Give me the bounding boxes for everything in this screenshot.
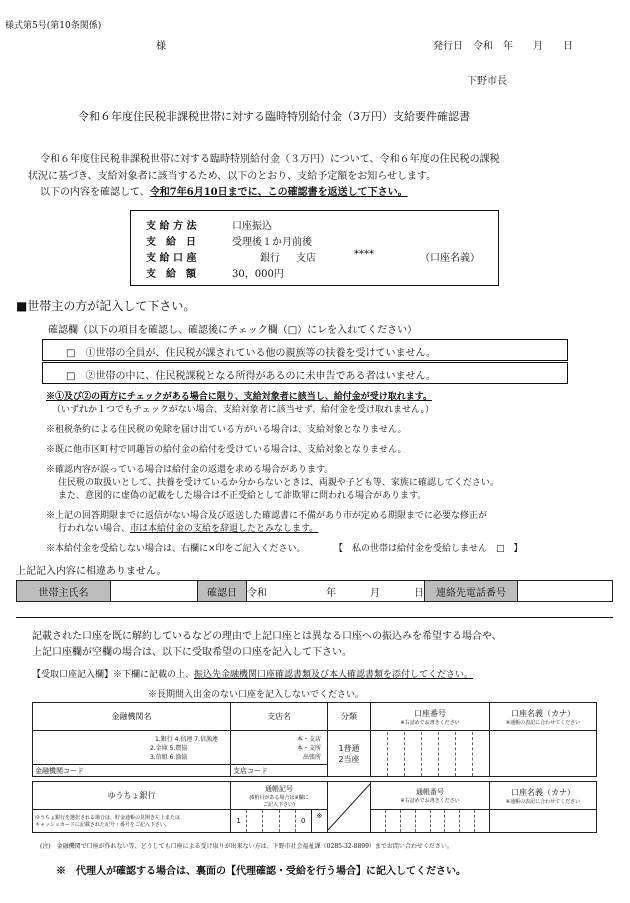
note-5a: ※上記の回答期限までに返信がない場合及び返送した確認書に不備があり市が定める期限までに必要な修正が (46, 511, 488, 521)
payment-method-value: 口座振込 (232, 221, 272, 232)
branch-input[interactable]: 本・支店 本・支所 出張所 (231, 731, 328, 765)
yucho-holder-input[interactable] (490, 810, 597, 833)
declaration: 上記記入内容に相違ありません。 (16, 566, 167, 577)
yucho-number-input[interactable] (371, 810, 490, 833)
alt-heading: 【受取口座記入欄】※下欄に記載の上、振込先金融機関口座確認書類及び本人確認書類を添付してください。 (32, 670, 474, 680)
alt-para-1: 記載された口座を既に解約しているなどの理由で上記口座とは異なる口座への振込みを希望する場合や、 (32, 631, 502, 642)
account-number-input[interactable] (371, 731, 490, 777)
payment-bank: 銀行 (260, 253, 280, 264)
yucho-table (32, 781, 597, 833)
name-input[interactable] (111, 581, 198, 602)
check-instruction: 確認欄（以下の項目を確認し、確認後にチェック欄（□）にレを入れてください） (48, 325, 418, 336)
intro-line-3: 以下の内容を確認して、令和7年6月10日までに、この確認書を返送して下さい。 (40, 187, 408, 198)
note-6: ※本給付金を受給しない場合は、右欄に×印をご記入ください。 (46, 544, 306, 554)
account-type[interactable]: 1普通 2当座 (328, 731, 371, 777)
payment-holder: （口座名義） (420, 253, 480, 264)
symbol-mark[interactable]: ※ (311, 810, 327, 832)
phone-input[interactable] (518, 581, 613, 602)
issue-date: 発行日 令和 年 月 日 (433, 41, 573, 52)
addressee-suffix: 様 (156, 41, 166, 52)
payment-date-value: 受理後１か月前後 (232, 237, 312, 248)
note-4c: また、意図的に虚偽の記載をした場合は不正受給として詐欺罪に問われる場合があります。 (58, 491, 427, 501)
day-field[interactable]: 日 (380, 581, 425, 602)
payment-account-number: **** (354, 249, 374, 260)
proxy-note: ※ 代理人が確認する場合は、裏面の【代理確認・受給を行う場合】に記入してください。 (56, 866, 466, 877)
payment-branch: 支店 (296, 253, 316, 264)
note-4b: 住民税の取扱いとして、扶養を受けているか分からないときは、両親や子ども等、家族に確認してください。 (58, 478, 499, 488)
document-title: 令和６年度住民税非課税世帯に対する臨時特別給付金（3万円）支給要件確認書 (78, 110, 470, 123)
yucho-number-header: 通帳番号 ※右詰めでお書きください (371, 782, 490, 810)
symbol-first-digit: 1 (236, 817, 241, 825)
section-heading: ■世帯主の方が記入して下さい。 (16, 299, 196, 313)
intro-line-1: 令和６年度住民税非課税世帯に対する臨時特別給付金（３万円）について、令和６年度の住民税の課税 (40, 154, 500, 165)
note-4a: ※確認内容が誤っている場合は給付金の返還を求める場合があります。 (46, 465, 334, 475)
symbol-zero: 0 (295, 810, 311, 832)
bank-name-header: 金融機関名 (33, 703, 231, 731)
footer-note: (注) 金融機関で口座が作れない等、どうしても口座による受け取りが出来ない方は、下野市社会福祉課（0285-32-8899）までお問い合わせください。 (40, 843, 453, 850)
divider (16, 617, 613, 618)
payment-account-label: 支 給 口 座 (146, 253, 197, 264)
yucho-description: ゆうちょ銀行を選択される場合は、貯金通帳の見開き左上または キャッシュカードに記載された記号・番号をご記入下さい。 (33, 810, 231, 833)
note-5b: 行われない場合、市は本給付金の支給を辞退したとみなします。 (58, 524, 319, 534)
phone-label: 連絡先電話番号 (425, 581, 518, 602)
year-field[interactable]: 年 (292, 581, 336, 602)
intro-line-2: 状況に基づき、支給対象者に該当するため、以下のとおり、支給予定額をお知らせします。 (28, 171, 437, 182)
branch-header: 支店名 (231, 703, 328, 731)
diagonal-cell (328, 782, 371, 833)
bank-table (32, 702, 597, 777)
holder-header: 口座名義（カナ） ※通帳の表記に合わせてください (490, 703, 597, 731)
decline-checkbox[interactable]: 【 私の世帯は給付金を受給しません □ 】 (334, 544, 523, 554)
holder-input[interactable] (490, 731, 597, 777)
date-label: 確認日 (198, 581, 247, 602)
bank-code[interactable]: 金融機関コード (33, 765, 231, 777)
name-label: 世帯主氏名 (17, 581, 111, 602)
month-field[interactable]: 月 (336, 581, 380, 602)
note-2: ※租税条約による住民税の免除を届け出ている方がいる場合は、支給対象となりません。 (46, 425, 407, 435)
note-3: ※既に他市区町村で同趣旨の給付金の給付を受けている場合は、支給対象となりません。 (46, 445, 407, 455)
payment-amount-label: 支 給 額 (146, 269, 196, 280)
payment-amount-value: 30，000円 (232, 269, 284, 280)
check-row-1-label[interactable]: □ ①世帯の全員が、住民税が課されている他の親族等の扶養を受けていません。 (66, 348, 437, 359)
alt-para-2: 上記口座欄が空欄の場合は、以下に受取希望の口座を記入して下さい。 (32, 647, 352, 658)
symbol-header: 通帳記号 (6桁目がある場合は※欄に ご記入下さい) (231, 782, 328, 810)
note-1b: （いずれか１つでもチェックがない場合、支給対象者に該当せず、給付金を受け取れません。） (52, 405, 435, 415)
bank-name-input[interactable]: 1.銀行 4.信連 7.信漁連 2.金庫 5.農協 3.信組 6.漁協 (33, 731, 231, 765)
branch-code[interactable]: 支店コード (231, 765, 328, 777)
check-row-2-label[interactable]: □ ②世帯の中に、住民税課税となる所得があるのに未申告である者はいません。 (66, 371, 437, 382)
payment-method-label: 支 給 方 法 (146, 221, 197, 232)
signature-row (16, 580, 613, 602)
yucho-holder-header: 口座名義（カナ） ※通帳の表記に合わせてください (490, 782, 597, 810)
era: 令和 (247, 581, 293, 602)
issuer: 下野市長 (467, 76, 507, 87)
form-number: 様式第5号(第10条関係) (5, 21, 102, 31)
account-header: 口座番号 ※右詰めでお書きください (371, 703, 490, 731)
yucho-header: ゆうちょ銀行 (33, 782, 231, 810)
diagonal-line (328, 784, 370, 830)
type-header: 分類 (328, 703, 371, 731)
alt-note: ※長期間入出金のない口座を記入しないでください。 (148, 690, 365, 700)
symbol-input[interactable] (231, 810, 328, 833)
payment-date-label: 支 給 日 (146, 237, 196, 248)
note-1a: ※①及び②の両方にチェックがある場合に限り、支給対象者に該当し、給付金が受け取れます。 (46, 392, 433, 402)
